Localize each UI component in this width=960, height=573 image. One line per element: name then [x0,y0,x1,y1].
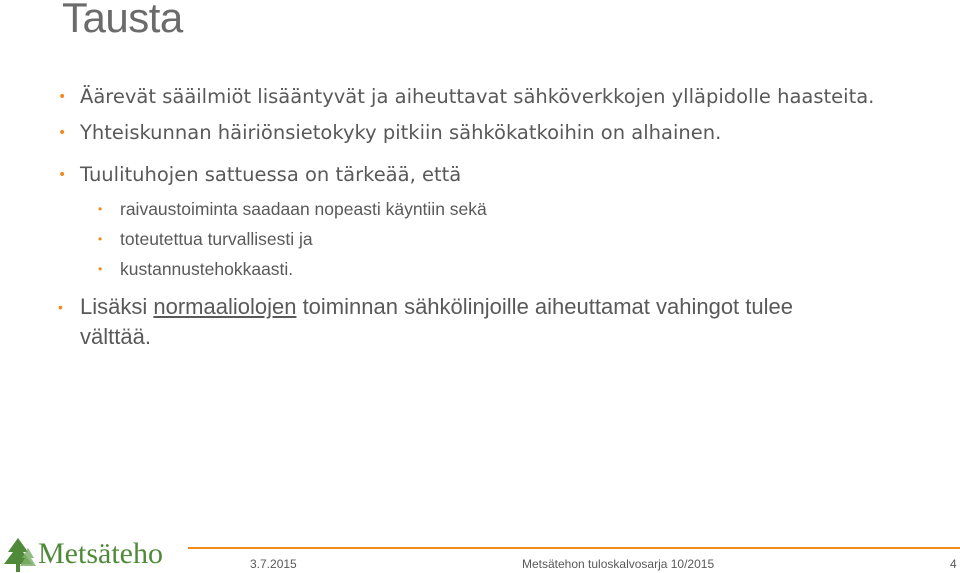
bullet-dot: • [58,167,67,183]
bullet-dot: • [98,262,103,276]
underlined-word: normaaliolojen [153,294,297,319]
bullet-dot: • [98,202,103,216]
page-number: 4 [950,557,957,571]
bullet-dot: • [98,232,103,246]
sub-bullet-text: raivaustoiminta saadaan nopeasti käyntiin sekä [120,199,487,219]
bullet-dot: • [58,299,63,315]
bullet-text: Tuulituhojen sattuessa on tärkeää, että [80,163,462,186]
footer-title: Metsätehon tuloskalvosarja 10/2015 [522,557,715,571]
bullet-item-last [58,292,793,352]
logo-text: Metsäteho [38,537,163,570]
last-bullet-suffix: toiminnan sähkölinjoille aiheuttamat vahingot tulee [296,294,793,319]
last-bullet-prefix: Lisäksi [80,294,154,319]
sub-bullet-text: toteutettua turvallisesti ja [120,229,313,249]
metsateho-logo [4,536,174,572]
footer-divider [188,547,960,549]
bullet-text: Yhteiskunnan häiriönsietokyky pitkiin sähkökatkoihin on alhainen. [80,121,722,144]
bullet-dot: • [58,125,67,141]
last-bullet-line1 [80,292,793,322]
last-bullet-line2: välttää. [80,324,151,349]
footer-date: 3.7.2015 [250,557,297,571]
tree-logo-icon [4,538,36,572]
slide-title: Tausta [62,0,183,41]
sub-bullet-text: kustannustehokkaasti. [120,259,294,279]
bullet-dot: • [58,89,67,105]
bullet-text: Äärevät sääilmiöt lisääntyvät ja aiheuttavat sähköverkkojen ylläpidolle haasteita. [80,85,875,108]
